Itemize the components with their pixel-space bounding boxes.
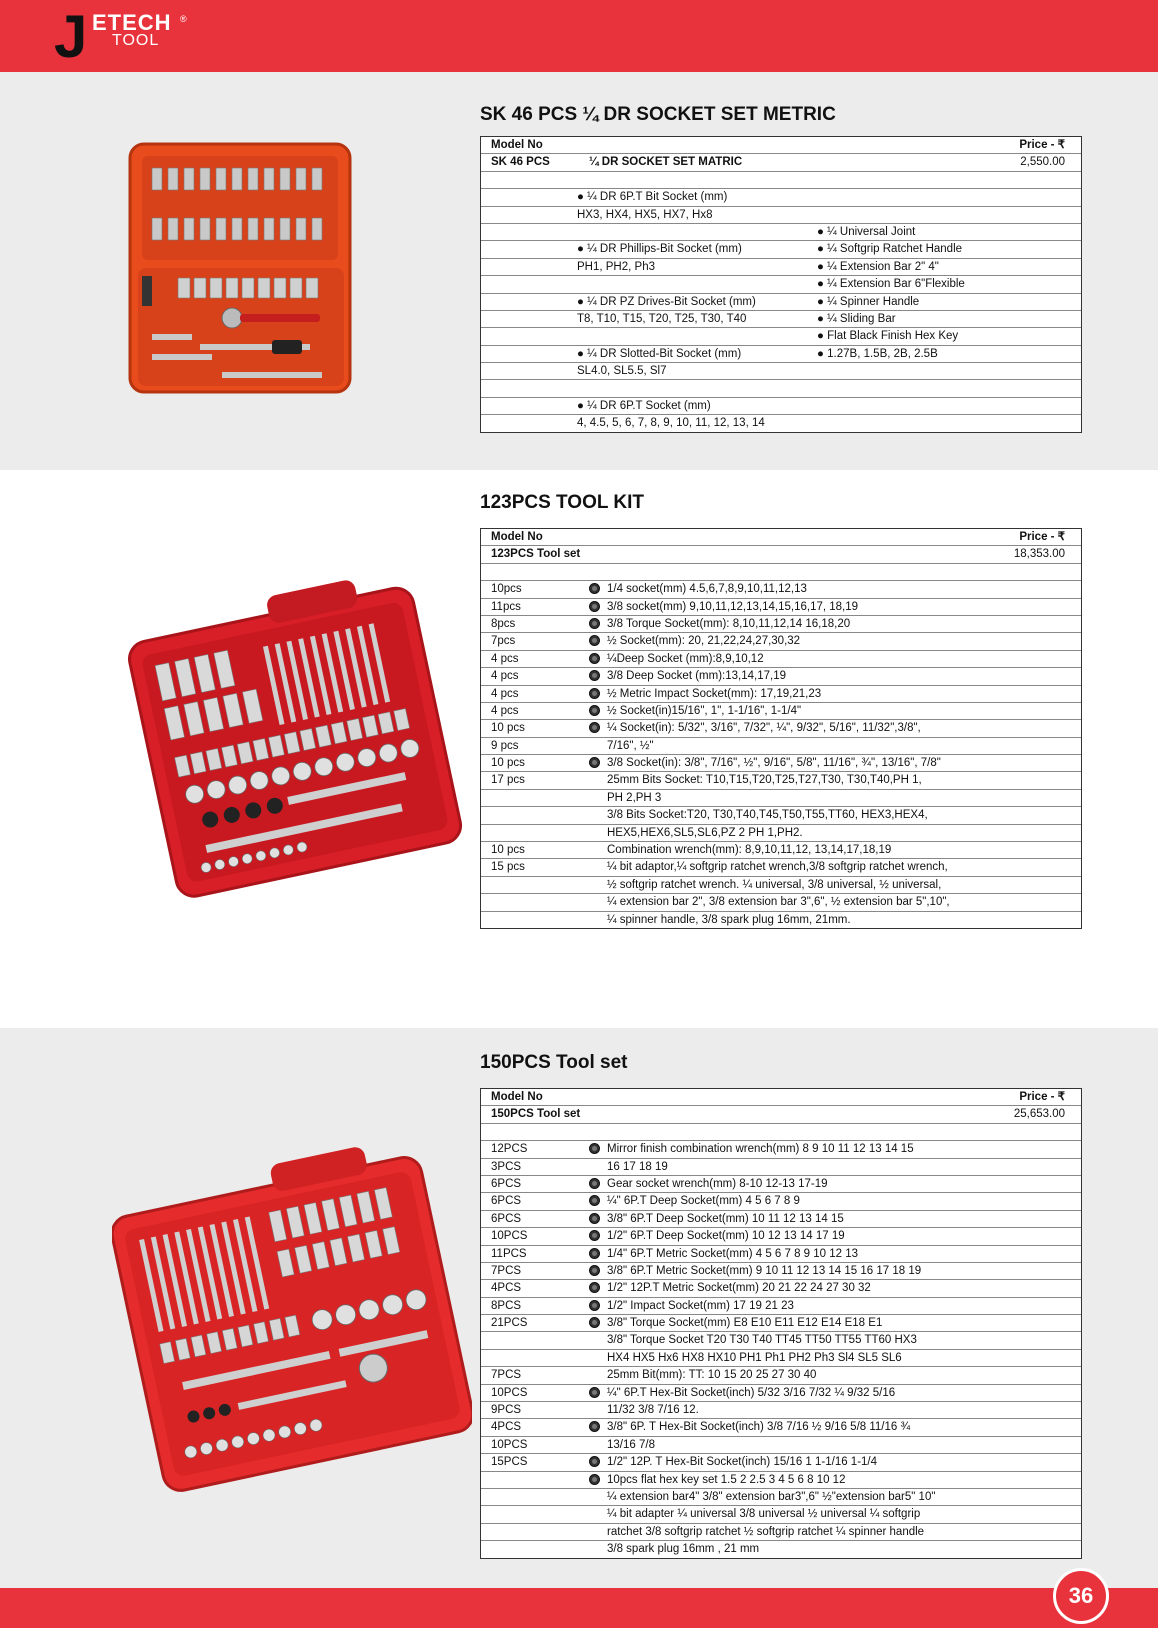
row-description: 3/8" Torque Socket T20 T30 T40 TT45 TT50 TT55 TT60 HX3: [607, 1334, 917, 1347]
table-row: [481, 859, 1081, 876]
row-quantity: 8PCS: [491, 1299, 522, 1312]
table-row: [481, 189, 1081, 206]
table-row: [481, 1350, 1081, 1367]
table-row: [481, 912, 1081, 928]
bullet-icon: [589, 653, 600, 664]
table-row: [481, 703, 1081, 720]
table-row: [481, 259, 1081, 276]
table-row: [481, 1419, 1081, 1436]
row-quantity: 4 pcs: [491, 652, 519, 665]
table-row: [481, 1193, 1081, 1210]
table-row: [481, 772, 1081, 789]
row-description: 1/2" 12P.T Metric Socket(mm) 20 21 22 24 27 30 32: [607, 1282, 871, 1295]
bullet-icon: [589, 1143, 600, 1154]
bullet-icon: [589, 1265, 600, 1276]
table-row: [481, 1159, 1081, 1176]
header-model-label: Model No: [491, 1091, 543, 1103]
product-row: [481, 546, 1081, 563]
table-row: [481, 599, 1081, 616]
row-right-text: ● ¼ Softgrip Ratchet Handle: [817, 243, 963, 256]
row-quantity: 4 pcs: [491, 670, 519, 683]
row-left-text: 4, 4.5, 5, 6, 7, 8, 9, 10, 11, 12, 13, 14: [577, 417, 765, 430]
table-row: [481, 1489, 1081, 1506]
table-row: [481, 1176, 1081, 1193]
row-quantity: 8pcs: [491, 617, 516, 630]
bullet-icon: [589, 1300, 600, 1311]
table-row: [481, 207, 1081, 224]
header-model-label: Model No: [491, 531, 543, 543]
bullet-icon: [589, 1387, 600, 1398]
row-quantity: 4PCS: [491, 1282, 522, 1295]
page-number: 36: [1053, 1568, 1109, 1624]
row-quantity: 9 pcs: [491, 739, 519, 752]
bullet-icon: [589, 1282, 600, 1293]
row-quantity: 4 pcs: [491, 687, 519, 700]
row-right-text: ● Flat Black Finish Hex Key: [817, 330, 959, 343]
product-image-150pcs: [112, 1144, 472, 1500]
row-quantity: 10 pcs: [491, 757, 525, 770]
row-description: 25mm Bits Socket: T10,T15,T20,T25,T27,T30, T30,T40,PH 1,: [607, 774, 922, 787]
row-left-text: HX3, HX4, HX5, HX7, Hx8: [577, 208, 713, 221]
row-description: Gear socket wrench(mm) 8-10 12-13 17-19: [607, 1177, 828, 1190]
table-row: [481, 1454, 1081, 1471]
row-left-text: ● ¼ DR 6P.T Socket (mm): [577, 399, 711, 412]
row-quantity: 6PCS: [491, 1212, 522, 1225]
product-price: 18,353.00: [1013, 548, 1065, 561]
row-quantity: 10pcs: [491, 583, 522, 596]
row-description: ¼" 6P.T Hex-Bit Socket(inch) 5/32 3/16 7/32 ¼ 9/32 5/16: [607, 1386, 896, 1399]
row-quantity: 11pcs: [491, 600, 521, 613]
row-description: ratchet 3/8 softgrip ratchet ½ softgrip ratchet ¼ spinner handle: [607, 1525, 925, 1538]
table-row: [481, 1141, 1081, 1158]
row-description: 1/4 socket(mm) 4.5,6,7,8,9,10,11,12,13: [607, 583, 807, 596]
row-description: 1/4" 6P.T Metric Socket(mm) 4 5 6 7 8 9 10 12 13: [607, 1247, 859, 1260]
row-description: HEX5,HEX6,SL5,SL6,PZ 2 PH 1,PH2.: [607, 826, 803, 839]
section-title-150pcs: 150PCS Tool set: [480, 1052, 628, 1073]
row-description: 3/8" 6P.T Deep Socket(mm) 10 11 12 13 14 15: [607, 1212, 844, 1225]
row-left-text: ● ¼ DR PZ Drives-Bit Socket (mm): [577, 295, 756, 308]
row-description: 7/16", ½": [607, 739, 654, 752]
spec-table-123pcs: [480, 528, 1082, 929]
table-row: [481, 755, 1081, 772]
table-row: [481, 241, 1081, 258]
row-quantity: 15PCS: [491, 1456, 528, 1469]
row-description: 11/32 3/8 7/16 12.: [607, 1404, 699, 1417]
row-description: 3/8 spark plug 16mm , 21 mm: [607, 1543, 760, 1556]
table-row: [481, 1385, 1081, 1402]
table-header-row: [481, 1089, 1081, 1106]
table-row: [481, 651, 1081, 668]
row-description: 1/2" 12P. T Hex-Bit Socket(inch) 15/16 1 1-1/16 1-1/4: [607, 1456, 878, 1469]
row-quantity: 7PCS: [491, 1264, 522, 1277]
row-quantity: 6PCS: [491, 1195, 522, 1208]
logo-registered: ®: [180, 14, 187, 24]
table-row: [481, 1263, 1081, 1280]
table-row: [481, 877, 1081, 894]
product-model: 123PCS Tool set: [491, 548, 581, 561]
table-row: [481, 328, 1081, 345]
row-left-text: PH1, PH2, Ph3: [577, 260, 655, 273]
row-description: ¼ Socket(in): 5/32", 3/16", 7/32", ¼", 9/32", 5/16", 11/32",3/8",: [607, 722, 921, 735]
product-row: [481, 1106, 1081, 1123]
bullet-icon: [589, 1456, 600, 1467]
row-description: ¼" 6P.T Deep Socket(mm) 4 5 6 7 8 9: [607, 1195, 800, 1208]
row-right-text: ● ¼ Extension Bar 2" 4": [817, 260, 939, 273]
bullet-icon: [589, 601, 600, 612]
row-quantity: 12PCS: [491, 1143, 528, 1156]
table-row: [481, 1228, 1081, 1245]
table-row: [481, 1211, 1081, 1228]
row-quantity: 21PCS: [491, 1317, 528, 1330]
table-row: [481, 311, 1081, 328]
table-row: [481, 807, 1081, 824]
section-title-sk46: SK 46 PCS ¼ DR SOCKET SET METRIC: [480, 104, 836, 125]
bullet-icon: [589, 618, 600, 629]
table-row: [481, 1298, 1081, 1315]
table-row: [481, 224, 1081, 241]
table-header-row: [481, 529, 1081, 546]
row-quantity: 4PCS: [491, 1421, 522, 1434]
table-row: [481, 564, 1081, 581]
product-image-123pcs: [126, 572, 466, 912]
table-row: [481, 720, 1081, 737]
row-left-text: ● ¼ DR 6P.T Bit Socket (mm): [577, 191, 728, 204]
bullet-icon: [589, 1248, 600, 1259]
table-row: [481, 294, 1081, 311]
row-description: 3/8 socket(mm) 9,10,11,12,13,14,15,16,17, 18,19: [607, 600, 859, 613]
row-quantity: 10PCS: [491, 1386, 528, 1399]
table-header-row: [481, 137, 1081, 154]
row-description: ¼ spinner handle, 3/8 spark plug 16mm, 21mm.: [607, 913, 851, 926]
row-right-text: ● ¼ Universal Joint: [817, 225, 916, 238]
row-description: 1/2" 6P.T Deep Socket(mm) 10 12 13 14 17 19: [607, 1230, 845, 1243]
row-description: 3/8 Torque Socket(mm): 8,10,11,12,14 16,18,20: [607, 617, 851, 630]
table-row: [481, 790, 1081, 807]
product-name: ¼ DR SOCKET SET MATRIC: [589, 156, 743, 169]
logo-j: J: [54, 3, 88, 70]
bullet-icon: [589, 1230, 600, 1241]
row-quantity: 10 pcs: [491, 844, 525, 857]
row-quantity: 15 pcs: [491, 861, 525, 874]
row-description: ¼ bit adapter ¼ universal 3/8 universal ½ universal ¼ softgrip: [607, 1508, 921, 1521]
row-description: 10pcs flat hex key set 1.5 2 2.5 3 4 5 6 8 10 12: [607, 1473, 846, 1486]
table-row: [481, 825, 1081, 842]
row-description: Combination wrench(mm): 8,9,10,11,12, 13,14,17,18,19: [607, 844, 892, 857]
row-description: ¼Deep Socket (mm):8,9,10,12: [607, 652, 764, 665]
table-row: [481, 1506, 1081, 1523]
row-description: ½ Metric Impact Socket(mm): 17,19,21,23: [607, 687, 822, 700]
table-row: [481, 276, 1081, 293]
product-model: SK 46 PCS: [491, 156, 550, 169]
row-description: ½ Socket(mm): 20, 21,22,24,27,30,32: [607, 635, 801, 648]
row-description: ¼ extension bar 2", 3/8 extension bar 3",6", ½ extension bar 5",10",: [607, 896, 950, 909]
table-row: [481, 363, 1081, 380]
bullet-icon: [589, 1317, 600, 1328]
table-row: [481, 346, 1081, 363]
table-row: [481, 668, 1081, 685]
table-row: [481, 842, 1081, 859]
header-bar: [0, 0, 1158, 72]
table-row: [481, 1280, 1081, 1297]
row-quantity: 4 pcs: [491, 704, 519, 717]
product-image-sk46: [122, 132, 358, 404]
table-row: [481, 633, 1081, 650]
table-row: [481, 894, 1081, 911]
row-description: 3/8 Bits Socket:T20, T30,T40,T45,T50,T55,TT60, HEX3,HEX4,: [607, 809, 928, 822]
bullet-icon: [589, 1178, 600, 1189]
brand-logo: [52, 3, 222, 70]
product-model: 150PCS Tool set: [491, 1108, 581, 1121]
spec-table-sk46: [480, 136, 1082, 433]
row-description: 1/2" Impact Socket(mm) 17 19 21 23: [607, 1299, 794, 1312]
row-description: HX4 HX5 Hx6 HX8 HX10 PH1 Ph1 PH2 Ph3 Sl4 SL5 SL6: [607, 1351, 902, 1364]
row-quantity: 10PCS: [491, 1438, 528, 1451]
bullet-icon: [589, 583, 600, 594]
row-description: 13/16 7/8: [607, 1438, 655, 1451]
table-row: [481, 1332, 1081, 1349]
row-description: Mirror finish combination wrench(mm) 8 9 10 11 12 13 14 15: [607, 1143, 914, 1156]
header-model-label: Model No: [491, 139, 543, 151]
row-quantity: 10 pcs: [491, 722, 525, 735]
table-row: [481, 738, 1081, 755]
table-row: [481, 1315, 1081, 1332]
bullet-icon: [589, 688, 600, 699]
table-row: [481, 1541, 1081, 1557]
bullet-icon: [589, 670, 600, 681]
row-quantity: 7pcs: [491, 635, 516, 648]
row-quantity: 3PCS: [491, 1160, 522, 1173]
row-description: ¼ extension bar4" 3/8" extension bar3",6" ½"extension bar5" 10": [607, 1490, 936, 1503]
row-description: 3/8 Socket(in): 3/8", 7/16", ½", 9/16", 5/8", 11/16", ¾", 13/16", 7/8": [607, 757, 941, 770]
header-price-label: Price - ₹: [1019, 1091, 1065, 1103]
row-description: 16 17 18 19: [607, 1160, 668, 1173]
row-description: ¼ bit adaptor,¼ softgrip ratchet wrench,3/8 softgrip ratchet wrench,: [607, 861, 948, 874]
table-row: [481, 1402, 1081, 1419]
spec-table-150pcs: [480, 1088, 1082, 1559]
row-description: 3/8 Deep Socket (mm):13,14,17,19: [607, 670, 786, 683]
row-right-text: ● ¼ Sliding Bar: [817, 312, 896, 325]
bullet-icon: [589, 705, 600, 716]
table-row: [481, 415, 1081, 431]
table-row: [481, 581, 1081, 598]
row-left-text: SL4.0, SL5.5, Sl7: [577, 365, 667, 378]
row-left-text: ● ¼ DR Phillips-Bit Socket (mm): [577, 243, 742, 256]
logo-tool: TOOL: [112, 32, 160, 49]
bullet-icon: [589, 757, 600, 768]
row-description: 25mm Bit(mm): TT: 10 15 20 25 27 30 40: [607, 1369, 817, 1382]
footer-bar: [0, 1588, 1158, 1628]
row-right-text: ● ¼ Spinner Handle: [817, 295, 920, 308]
table-row: [481, 1437, 1081, 1454]
table-row: [481, 1124, 1081, 1141]
bullet-icon: [589, 1213, 600, 1224]
bullet-icon: [589, 1195, 600, 1206]
row-quantity: 6PCS: [491, 1177, 522, 1190]
header-price-label: Price - ₹: [1019, 531, 1065, 543]
row-quantity: 7PCS: [491, 1369, 522, 1382]
bullet-icon: [589, 722, 600, 733]
table-row: [481, 1524, 1081, 1541]
header-price-label: Price - ₹: [1019, 139, 1065, 151]
table-row: [481, 1246, 1081, 1263]
table-row: [481, 398, 1081, 415]
row-right-text: ● 1.27B, 1.5B, 2B, 2.5B: [817, 347, 938, 360]
product-row: [481, 154, 1081, 171]
bullet-icon: [589, 1474, 600, 1485]
row-quantity: 10PCS: [491, 1230, 528, 1243]
table-row: [481, 616, 1081, 633]
table-row: [481, 172, 1081, 189]
row-right-text: ● ¼ Extension Bar 6"Flexible: [817, 278, 965, 291]
table-row: [481, 1472, 1081, 1489]
row-quantity: 9PCS: [491, 1404, 522, 1417]
table-row: [481, 686, 1081, 703]
row-description: PH 2,PH 3: [607, 791, 662, 804]
row-left-text: T8, T10, T15, T20, T25, T30, T40: [577, 312, 747, 325]
table-row: [481, 380, 1081, 397]
row-left-text: ● ¼ DR Slotted-Bit Socket (mm): [577, 347, 742, 360]
product-price: 2,550.00: [1020, 156, 1065, 169]
row-quantity: 17 pcs: [491, 774, 525, 787]
bullet-icon: [589, 1421, 600, 1432]
section-title-123pcs: 123PCS TOOL KIT: [480, 492, 645, 513]
row-description: 3/8" 6P.T Metric Socket(mm) 9 10 11 12 13 14 15 16 17 18 19: [607, 1264, 922, 1277]
logo-tech: ETECH: [92, 10, 172, 35]
row-description: ½ softgrip ratchet wrench. ¼ universal, 3/8 universal, ½ universal,: [607, 878, 942, 891]
row-quantity: 11PCS: [491, 1247, 527, 1260]
product-price: 25,653.00: [1013, 1108, 1065, 1121]
row-description: 3/8" 6P. T Hex-Bit Socket(inch) 3/8 7/16 ½ 9/16 5/8 11/16 ¾: [607, 1421, 911, 1434]
bullet-icon: [589, 635, 600, 646]
row-description: 3/8" Torque Socket(mm) E8 E10 E11 E12 E14 E18 E1: [607, 1317, 883, 1330]
row-description: ½ Socket(in)15/16", 1", 1-1/16", 1-1/4": [607, 704, 802, 717]
table-row: [481, 1367, 1081, 1384]
